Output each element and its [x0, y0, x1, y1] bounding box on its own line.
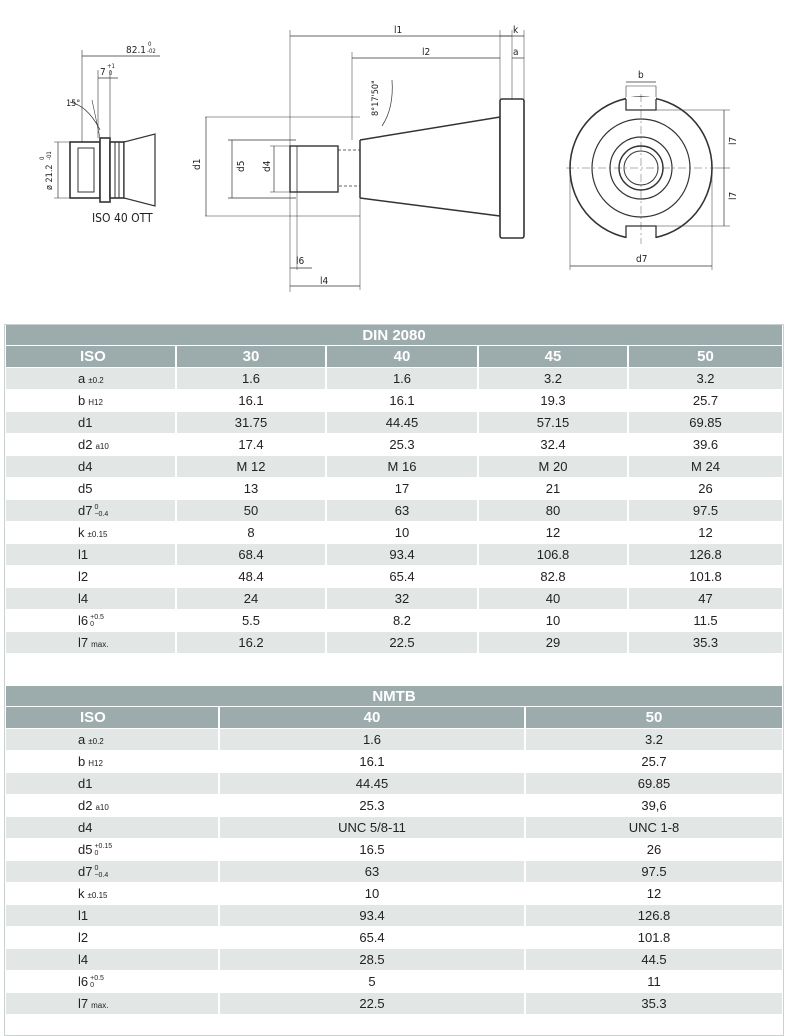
label-d7: d7	[636, 254, 648, 265]
label-82: 82.1	[126, 45, 147, 56]
dimension-name: d2	[78, 798, 93, 813]
tolerance: H12	[88, 398, 103, 407]
value-cell: 24	[176, 588, 326, 610]
value-cell: 65.4	[326, 566, 478, 588]
value-cell: 80	[478, 500, 628, 522]
table-row	[6, 434, 782, 456]
dimension-name: l6	[78, 973, 89, 989]
value-cell: 47	[628, 588, 782, 610]
row-label	[6, 861, 219, 883]
nmtb-table-title: NMTB	[6, 686, 782, 707]
label-a: a	[513, 47, 519, 58]
dimension-name: d2	[78, 437, 93, 452]
value-cell: 82.8	[478, 566, 628, 588]
tolerance-fraction	[94, 504, 108, 518]
row-label	[6, 905, 219, 927]
table-row	[6, 839, 782, 861]
iso-ott-view	[54, 50, 160, 206]
value-cell: 12	[478, 522, 628, 544]
row-label	[6, 500, 176, 522]
table-row	[6, 927, 782, 949]
dimension-name: d4	[78, 820, 93, 835]
value-cell: 1.6	[176, 368, 326, 390]
tolerance-upper: +0.5	[90, 614, 104, 622]
din-table-title: DIN 2080	[6, 325, 782, 346]
header-size-50: 50	[628, 346, 782, 368]
label-l6: l6	[296, 256, 305, 267]
value-cell: 25.3	[219, 795, 525, 817]
tolerance-lower: −0.4	[94, 872, 109, 880]
table-row	[6, 390, 782, 412]
dimension-name: l1	[78, 908, 89, 923]
value-cell: 68.4	[176, 544, 326, 566]
value-cell: UNC 1-8	[525, 817, 782, 839]
value-cell: 50	[176, 500, 326, 522]
tolerance-fraction	[94, 843, 112, 857]
table-row	[6, 544, 782, 566]
front-view	[566, 82, 730, 270]
value-cell: 25.7	[525, 751, 782, 773]
tolerance: ±0.2	[88, 737, 104, 746]
row-label	[6, 522, 176, 544]
value-cell: 35.3	[628, 632, 782, 654]
value-cell: 48.4	[176, 566, 326, 588]
row-label	[6, 729, 219, 751]
value-cell: 101.8	[628, 566, 782, 588]
value-cell: M 12	[176, 456, 326, 478]
value-cell: 5	[219, 971, 525, 993]
value-cell: 16.5	[219, 839, 525, 861]
value-cell: 10	[219, 883, 525, 905]
label-angle: 8°17'50"	[371, 80, 381, 116]
value-cell: 17.4	[176, 434, 326, 456]
tolerance-upper: 0	[94, 504, 99, 512]
value-cell: 3.2	[478, 368, 628, 390]
value-cell: 22.5	[326, 632, 478, 654]
table-row	[6, 773, 782, 795]
label-7: 7	[100, 67, 106, 78]
value-cell: 10	[478, 610, 628, 632]
table-row	[6, 588, 782, 610]
tolerance: ±0.15	[87, 530, 108, 539]
header-iso: ISO	[6, 346, 176, 368]
table-row	[6, 993, 782, 1015]
value-cell: 12	[628, 522, 782, 544]
header-size-50: 50	[525, 707, 782, 729]
value-cell: M 16	[326, 456, 478, 478]
dimension-name: d4	[78, 459, 93, 474]
value-cell: 13	[176, 478, 326, 500]
dimension-name: d7	[78, 863, 93, 879]
table-row	[6, 817, 782, 839]
value-cell: 5.5	[176, 610, 326, 632]
row-label	[6, 368, 176, 390]
tolerance: ±0.15	[87, 891, 108, 900]
label-15: 15°	[66, 99, 81, 109]
dimension-name: k	[78, 886, 85, 901]
value-cell: 32.4	[478, 434, 628, 456]
row-label	[6, 566, 176, 588]
dimension-name: b	[78, 754, 86, 769]
tolerance-fraction	[94, 865, 108, 879]
dimension-name: d5	[78, 481, 93, 496]
row-label	[6, 773, 219, 795]
row-label	[6, 795, 219, 817]
value-cell: M 24	[628, 456, 782, 478]
tolerance: H12	[88, 759, 103, 768]
value-cell: 106.8	[478, 544, 628, 566]
dimension-name: l1	[78, 547, 89, 562]
value-cell: 25.3	[326, 434, 478, 456]
table-row	[6, 478, 782, 500]
row-label	[6, 839, 219, 861]
tolerance: a10	[95, 442, 109, 451]
dimension-name: l4	[78, 952, 89, 967]
value-cell: 1.6	[219, 729, 525, 751]
din-2080-table	[6, 325, 782, 654]
table-row	[6, 500, 782, 522]
tolerance: max.	[91, 1001, 109, 1010]
tolerance-upper: +0.5	[90, 975, 104, 983]
dimension-name: k	[78, 525, 85, 540]
dimension-name: l6	[78, 612, 89, 628]
row-label	[6, 949, 219, 971]
header-iso: ISO	[6, 707, 219, 729]
dimension-name: d5	[78, 841, 93, 857]
row-label	[6, 610, 176, 632]
value-cell: 16.1	[219, 751, 525, 773]
value-cell: 8.2	[326, 610, 478, 632]
value-cell: 44.45	[219, 773, 525, 795]
value-cell: 16.1	[326, 390, 478, 412]
row-label	[6, 478, 176, 500]
value-cell: 44.5	[525, 949, 782, 971]
label-l7-top: l7	[728, 136, 739, 145]
table-row	[6, 729, 782, 751]
value-cell: 8	[176, 522, 326, 544]
tolerance-fraction	[90, 614, 104, 628]
tolerance-lower: 0	[90, 621, 95, 629]
label-82-tol-top: 0	[148, 41, 152, 48]
label-7-tol-bottom: 0	[109, 70, 113, 77]
value-cell: 69.85	[525, 773, 782, 795]
label-dia-tol-bottom: -01	[46, 151, 53, 160]
table-row	[6, 971, 782, 993]
header-size-45: 45	[478, 346, 628, 368]
value-cell: 12	[525, 883, 782, 905]
dimension-name: d1	[78, 415, 93, 430]
tolerance-upper: +0.15	[94, 843, 113, 851]
nmtb-table	[6, 686, 782, 1015]
value-cell: 3.2	[525, 729, 782, 751]
dimension-name: l4	[78, 591, 89, 606]
row-label	[6, 544, 176, 566]
side-view	[205, 30, 524, 292]
dimension-name: l7	[78, 635, 89, 650]
table-row	[6, 949, 782, 971]
value-cell: 19.3	[478, 390, 628, 412]
row-label	[6, 817, 219, 839]
row-label	[6, 971, 219, 993]
label-k: k	[513, 25, 519, 36]
tolerance-lower: 0	[94, 850, 99, 858]
table-row	[6, 883, 782, 905]
row-label	[6, 883, 219, 905]
value-cell: UNC 5/8-11	[219, 817, 525, 839]
technical-drawing	[0, 0, 787, 310]
tolerance-fraction	[90, 975, 104, 989]
dimension-name: d7	[78, 502, 93, 518]
tolerance: max.	[91, 640, 109, 649]
dimension-name: l2	[78, 930, 89, 945]
header-size-40: 40	[219, 707, 525, 729]
value-cell: 69.85	[628, 412, 782, 434]
value-cell: 26	[628, 478, 782, 500]
value-cell: 32	[326, 588, 478, 610]
dimension-name: a	[78, 371, 86, 386]
table-row	[6, 412, 782, 434]
row-label	[6, 993, 219, 1015]
value-cell: 44.45	[326, 412, 478, 434]
label-dia-tol-top: 0	[39, 156, 46, 160]
table-row	[6, 795, 782, 817]
label-l7-bottom: l7	[728, 191, 739, 200]
value-cell: 126.8	[628, 544, 782, 566]
value-cell: 26	[525, 839, 782, 861]
value-cell: 63	[326, 500, 478, 522]
value-cell: 25.7	[628, 390, 782, 412]
value-cell: 11	[525, 971, 782, 993]
value-cell: 1.6	[326, 368, 478, 390]
label-b: b	[638, 70, 644, 81]
label-iso-ott: ISO 40 OTT	[92, 211, 153, 225]
table-row	[6, 456, 782, 478]
value-cell: 22.5	[219, 993, 525, 1015]
label-l2: l2	[422, 47, 431, 58]
value-cell: 40	[478, 588, 628, 610]
dimension-name: b	[78, 393, 86, 408]
value-cell: 11.5	[628, 610, 782, 632]
dimension-name: d1	[78, 776, 93, 791]
label-d1: d1	[192, 158, 203, 170]
row-label	[6, 434, 176, 456]
row-label	[6, 412, 176, 434]
value-cell: 39,6	[525, 795, 782, 817]
row-label	[6, 390, 176, 412]
value-cell: 21	[478, 478, 628, 500]
label-l1: l1	[394, 25, 403, 36]
row-label	[6, 588, 176, 610]
header-size-30: 30	[176, 346, 326, 368]
tolerance-upper: 0	[94, 865, 99, 873]
row-label	[6, 456, 176, 478]
value-cell: 31.75	[176, 412, 326, 434]
tolerance-lower: −0.4	[94, 511, 109, 519]
table-row	[6, 861, 782, 883]
value-cell: 97.5	[525, 861, 782, 883]
table-row	[6, 566, 782, 588]
value-cell: 101.8	[525, 927, 782, 949]
label-7-tol-top: +1	[107, 63, 115, 70]
tolerance: a10	[95, 803, 109, 812]
table-row	[6, 632, 782, 654]
dimension-name: a	[78, 732, 86, 747]
table-row	[6, 751, 782, 773]
value-cell: 93.4	[219, 905, 525, 927]
value-cell: M 20	[478, 456, 628, 478]
table-row	[6, 905, 782, 927]
tolerance-lower: 0	[90, 982, 95, 990]
value-cell: 35.3	[525, 993, 782, 1015]
value-cell: 16.1	[176, 390, 326, 412]
label-l4: l4	[320, 276, 329, 287]
dimension-name: l2	[78, 569, 89, 584]
row-label	[6, 632, 176, 654]
table-row	[6, 368, 782, 390]
dimension-name: l7	[78, 996, 89, 1011]
label-d5: d5	[236, 160, 247, 172]
header-size-40: 40	[326, 346, 478, 368]
value-cell: 29	[478, 632, 628, 654]
label-d4: d4	[262, 160, 273, 172]
row-label	[6, 927, 219, 949]
value-cell: 97.5	[628, 500, 782, 522]
row-label	[6, 751, 219, 773]
value-cell: 28.5	[219, 949, 525, 971]
value-cell: 17	[326, 478, 478, 500]
table-row	[6, 610, 782, 632]
tolerance: ±0.2	[88, 376, 104, 385]
value-cell: 16.2	[176, 632, 326, 654]
value-cell: 93.4	[326, 544, 478, 566]
label-82-tol-bottom: -02	[147, 48, 156, 55]
value-cell: 57.15	[478, 412, 628, 434]
value-cell: 3.2	[628, 368, 782, 390]
value-cell: 126.8	[525, 905, 782, 927]
label-dia: ø 21.2	[45, 164, 55, 190]
value-cell: 39.6	[628, 434, 782, 456]
table-row	[6, 522, 782, 544]
value-cell: 65.4	[219, 927, 525, 949]
value-cell: 10	[326, 522, 478, 544]
value-cell: 63	[219, 861, 525, 883]
